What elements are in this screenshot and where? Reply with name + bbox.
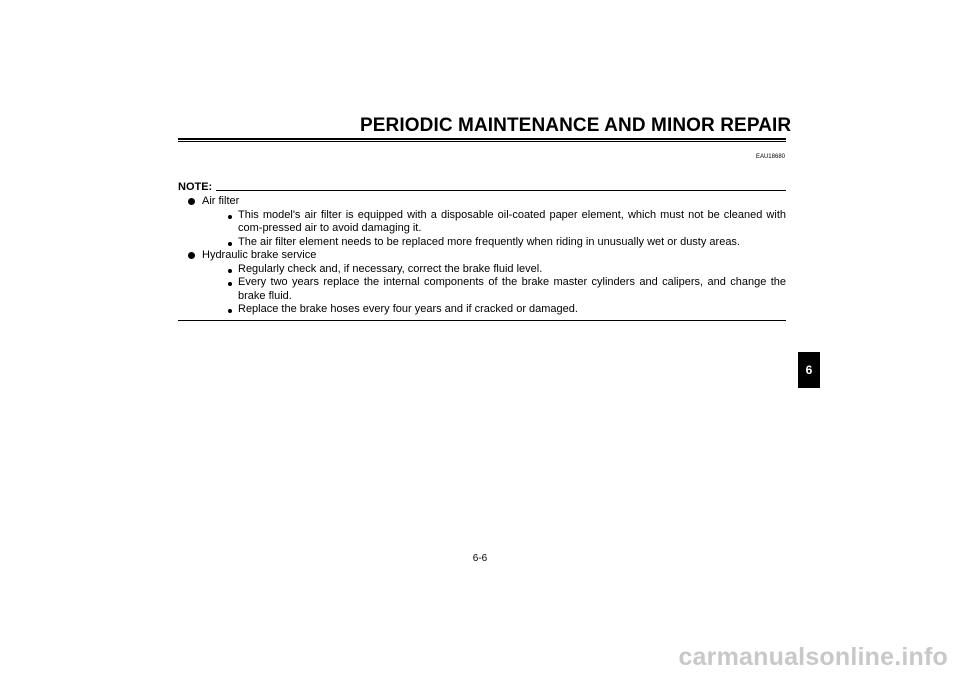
- page-number: 6-6: [472, 553, 488, 564]
- note-sublist: [202, 209, 786, 250]
- note-list: [178, 195, 786, 317]
- note-subitem-text: Replace the brake hoses every four years and if cracked or damaged.: [238, 303, 578, 315]
- note-label: NOTE:: [178, 181, 213, 193]
- note-end-rule: [178, 320, 786, 321]
- watermark: carmanualsonline.info: [678, 643, 948, 671]
- note-subitem: [202, 263, 786, 277]
- bullet-icon: [188, 198, 195, 205]
- section-code: EAU18680: [755, 154, 785, 160]
- header-rule-thin: [178, 141, 786, 142]
- note-subitem-text: The air filter element needs to be replaced more frequently when riding in unusually wet or dusty areas.: [238, 235, 740, 248]
- note-subitem: [202, 276, 786, 303]
- note-rule: [216, 190, 786, 191]
- page-title: PERIODIC MAINTENANCE AND MINOR REPAIR: [360, 115, 792, 136]
- note-subitem-text: Regularly check and, if necessary, correct the brake fluid level.: [238, 262, 543, 275]
- small-bullet-icon: [228, 215, 232, 219]
- note-item-label: Hydraulic brake service: [202, 249, 317, 261]
- note-header: [178, 181, 786, 193]
- small-bullet-icon: [228, 269, 232, 273]
- header-rule-thick: [178, 138, 786, 140]
- chapter-tab: 6: [798, 352, 820, 388]
- bullet-icon: [188, 252, 195, 259]
- note-subitem: [202, 236, 786, 250]
- small-bullet-icon: [228, 282, 232, 286]
- note-subitem: [202, 303, 786, 317]
- note-subitem-text: This model's air filter is equipped with a disposable oil-coated paper element, which must not be cleaned with com-pressed air to avoid damaging it.: [238, 208, 786, 234]
- note-subitem: [202, 209, 786, 236]
- note-subitem-text: Every two years replace the internal components of the brake master cylinders and calipers, and change the brake fluid.: [238, 276, 786, 302]
- note-item-hydraulic-brake: [178, 249, 786, 317]
- small-bullet-icon: [228, 242, 232, 246]
- small-bullet-icon: [228, 309, 232, 313]
- note-sublist: [202, 263, 786, 317]
- note-item-air-filter: [178, 195, 786, 249]
- note-item-label: Air filter: [202, 195, 240, 207]
